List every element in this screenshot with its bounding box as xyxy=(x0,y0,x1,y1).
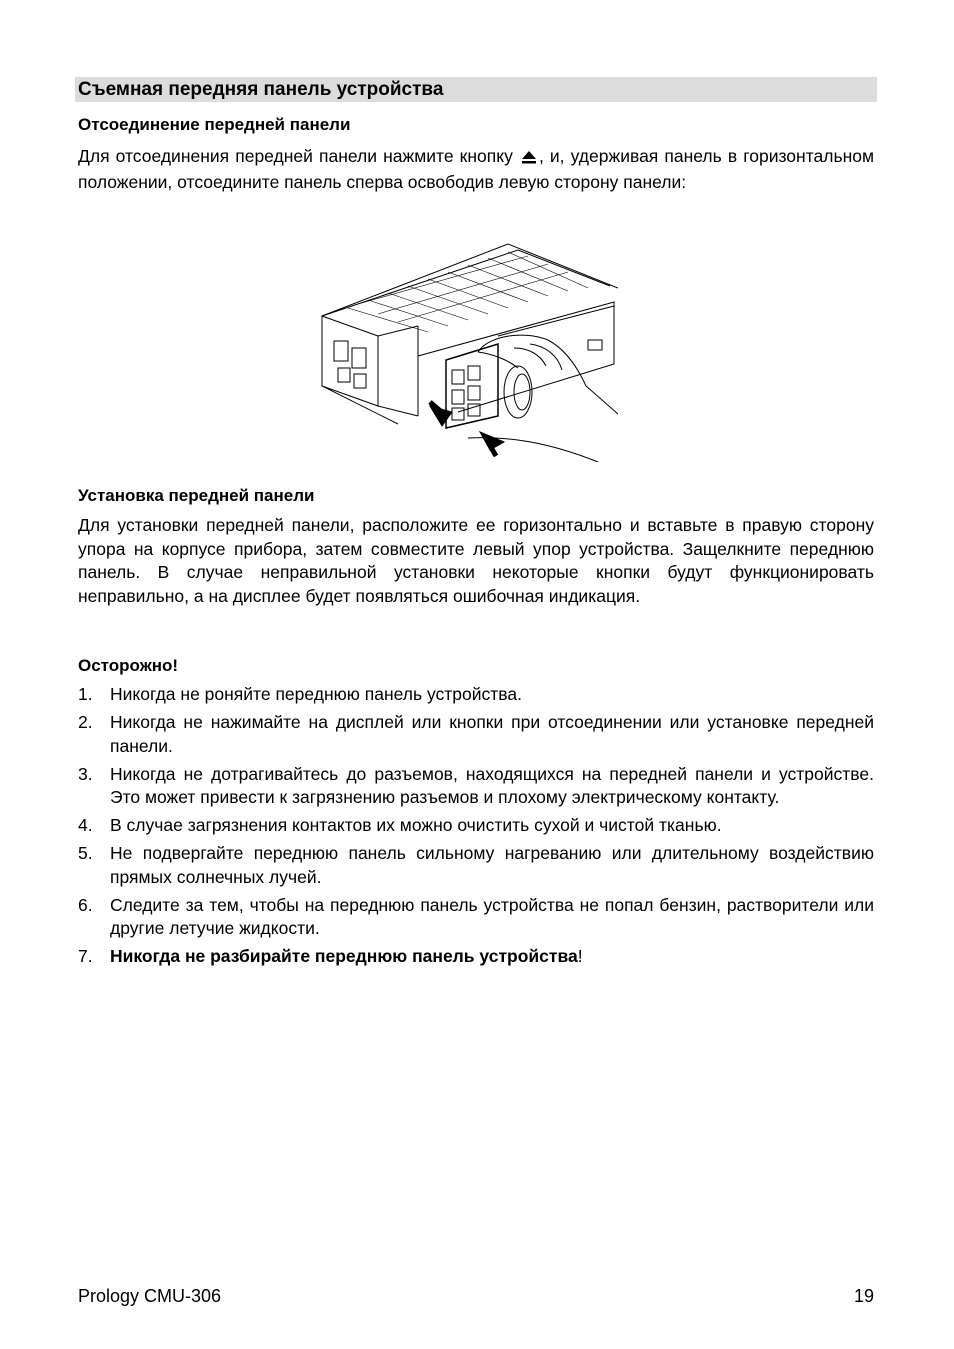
list-item: 6. Следите за тем, чтобы на переднюю панель устройства не попал бензин, растворители или другие летучие жидкости. xyxy=(78,894,874,938)
detach-text-before: Для отсоединения передней панели нажмите кнопку xyxy=(78,146,513,166)
list-item: 1. Никогда не роняйте переднюю панель устройства. xyxy=(78,684,522,704)
list-item: 7. Никогда не разбирайте переднюю панель устройства! xyxy=(78,946,583,966)
list-item: 5. Не подвергайте переднюю панель сильному нагреванию или длительному воздействию прямых солнечных лучей. xyxy=(78,843,874,887)
caution-list xyxy=(78,683,874,973)
list-item: 3. Никогда не дотрагивайтесь до разъемов, находящихся на передней панели и устройстве. Это может привести к загрязнению разъемов и плохому электрическому контакту. xyxy=(78,763,874,807)
detach-text-after: , и, удерживая панель в горизонтальном положении, отсоедините панель сперва освободив левую сторону панели: xyxy=(78,146,874,192)
list-item: 2. Никогда не нажимайте на дисплей или кнопки при отсоединении или установке передней панели. xyxy=(78,712,874,756)
footer-model: Prology CMU-306 xyxy=(78,1286,222,1306)
eject-icon xyxy=(521,147,537,171)
caution-heading: Осторожно! xyxy=(78,656,179,675)
detach-paragraph xyxy=(78,145,874,194)
list-item: 4. В случае загрязнения контактов их можно очистить сухой и чистой тканью. xyxy=(78,815,722,835)
install-paragraph: Для установки передней панели, расположите ее горизонтально и вставьте в правую сторону упора на корпусе прибора, затем совместите левый упор устройства. Защелкните переднюю панель. В случае неправильной установки некоторые кнопки будут функционировать неправильно, а на дисплее будет появляться ошибочная индикация. xyxy=(78,515,874,606)
panel-detach-illustration xyxy=(318,236,618,462)
install-heading: Установка передней панели xyxy=(78,486,315,505)
detach-heading: Отсоединение передней панели xyxy=(78,115,351,134)
page-number: 19 xyxy=(853,1286,874,1306)
section-title: Съемная передняя панель устройства xyxy=(75,77,877,102)
